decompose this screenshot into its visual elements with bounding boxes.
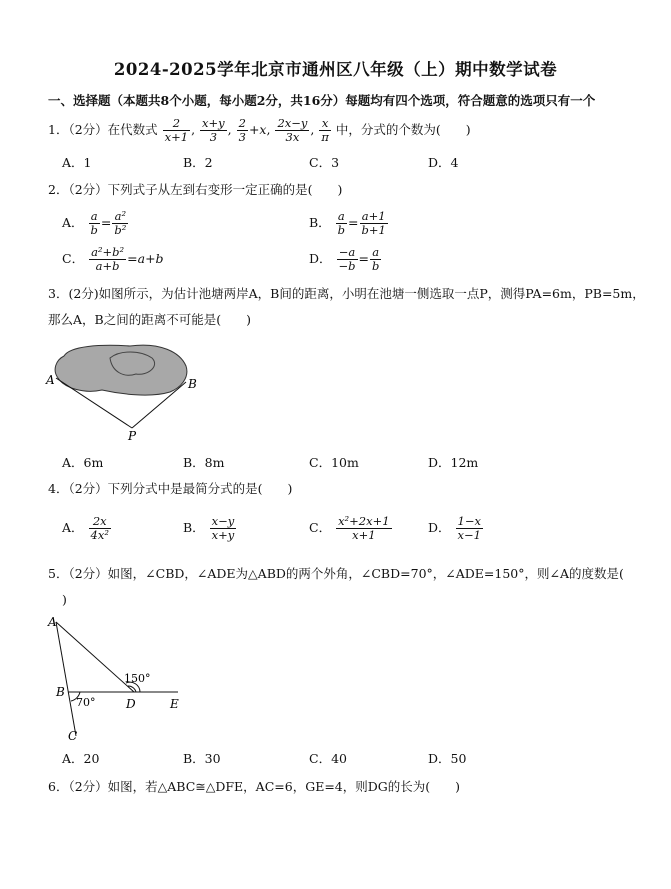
angle-figure: [40, 612, 200, 744]
q4-option-c[interactable]: C． $\frac{\text{x²+2x+1}}{x+1}$: [309, 514, 390, 542]
q4-option-d[interactable]: D． $\frac{1-x}{x-1}$: [428, 514, 481, 542]
segment-ad: [56, 622, 134, 692]
q1-expr-4: $\frac{2x-y}{3x}$: [277, 116, 308, 144]
label-e: E: [170, 697, 179, 711]
q1-option-a[interactable]: A．1: [62, 155, 92, 170]
q5-option-b[interactable]: B．30: [183, 751, 221, 766]
exam-title: 2024-2025学年北京市通州区八年级（上）期中数学试卷: [113, 60, 558, 79]
q5-option-c[interactable]: C．40: [309, 751, 347, 766]
question-1-stem: 1．（2分）在代数式 $\frac{2}{x+1}$ , $\frac{x+y}{3}$ , $\frac{2}{3}$ +x, $\frac{2x-y}{3x}$ , $\frac{x}{\pi}$ 中，分式的个数为( ): [48, 116, 471, 144]
q2-option-b[interactable]: B． $\frac{a}{b}$ = $\frac{a+1}{b+1}$: [309, 209, 386, 237]
q1-expr-3: $\frac{2}{3}$: [238, 116, 246, 144]
question-3-stem-line2: 那么A，B之间的距离不可能是( ): [48, 312, 251, 327]
question-5-stem-line2: ): [62, 592, 67, 607]
q2-option-d[interactable]: D． $\frac{-a}{-b}$ = $\frac{a}{b}$: [309, 245, 380, 273]
label-70-degrees: 70°: [76, 696, 96, 709]
question-5-stem-line1: 5．（2分）如图，∠CBD，∠ADE为△ABD的两个外角，∠CBD=70°，∠ADE=150°，则∠A的度数是(: [48, 566, 624, 581]
question-6-stem: 6．（2分）如图，若△ABC≅△DFE，AC=6，GE=4，则DG的长为( ): [48, 779, 461, 794]
q1-option-c[interactable]: C．3: [309, 155, 340, 170]
q4-option-b[interactable]: B． $\frac{x-y}{x+y}$: [183, 514, 235, 542]
q1-expr-3-suffix: +x: [248, 122, 267, 137]
question-4-stem: 4．（2分）下列分式中是最简分式的是( ): [48, 481, 293, 496]
q1-expr-2: $\frac{x+y}{3}$: [202, 116, 225, 144]
q2-option-c[interactable]: C． $\frac{\text{a²+b²}}{a+b}$ =a+b: [62, 245, 164, 273]
label-p: P: [128, 429, 137, 443]
q1-expr-1: $\frac{2}{x+1}$: [164, 116, 189, 144]
segment-ac: [56, 622, 76, 736]
q3-option-a[interactable]: A．6m: [62, 455, 104, 470]
q5-option-a[interactable]: A．20: [62, 751, 100, 766]
q5-option-d[interactable]: D．50: [428, 751, 467, 766]
q3-option-d[interactable]: D．12m: [428, 455, 479, 470]
q1-option-b[interactable]: B．2: [183, 155, 213, 170]
arc-150: [128, 686, 136, 692]
q4-option-a[interactable]: A． $\frac{2x}{\text{4x²}}$: [62, 514, 109, 542]
label-d: D: [126, 697, 136, 711]
question-3-stem-line1: 3．(2分)如图所示，为估计池塘两岸A，B间的距离，小明在池塘一侧选取一点P，测得PA=6m，PB=5m，: [48, 286, 645, 301]
question-2-stem: 2．（2分）下列式子从左到右变形一定正确的是( ): [48, 182, 343, 197]
q3-option-b[interactable]: B．8m: [183, 455, 225, 470]
q1-stem-end: 中，分式的个数为( ): [335, 122, 471, 137]
pond-figure: [40, 336, 200, 444]
label-a: A: [46, 373, 55, 387]
q2-option-a[interactable]: A． $\frac{a}{b}$ = $\frac{\text{a²}}{\text{b²}}$: [62, 209, 127, 237]
label-c: C: [68, 729, 78, 743]
q1-expr-5: $\frac{x}{\pi}$: [321, 116, 329, 144]
q3-option-c[interactable]: C．10m: [309, 455, 359, 470]
label-150-degrees: 150°: [124, 672, 151, 685]
section-heading: 一、选择题（本题共8个小题，每小题2分，共16分）每题均有四个选项，符合题意的选项只有一个: [48, 93, 596, 108]
q1-option-d[interactable]: D．4: [428, 155, 459, 170]
q1-stem-start: 1．（2分）在代数式: [48, 122, 158, 137]
label-b: B: [56, 685, 65, 699]
label-b: B: [188, 377, 197, 391]
label-a: A: [48, 615, 57, 629]
